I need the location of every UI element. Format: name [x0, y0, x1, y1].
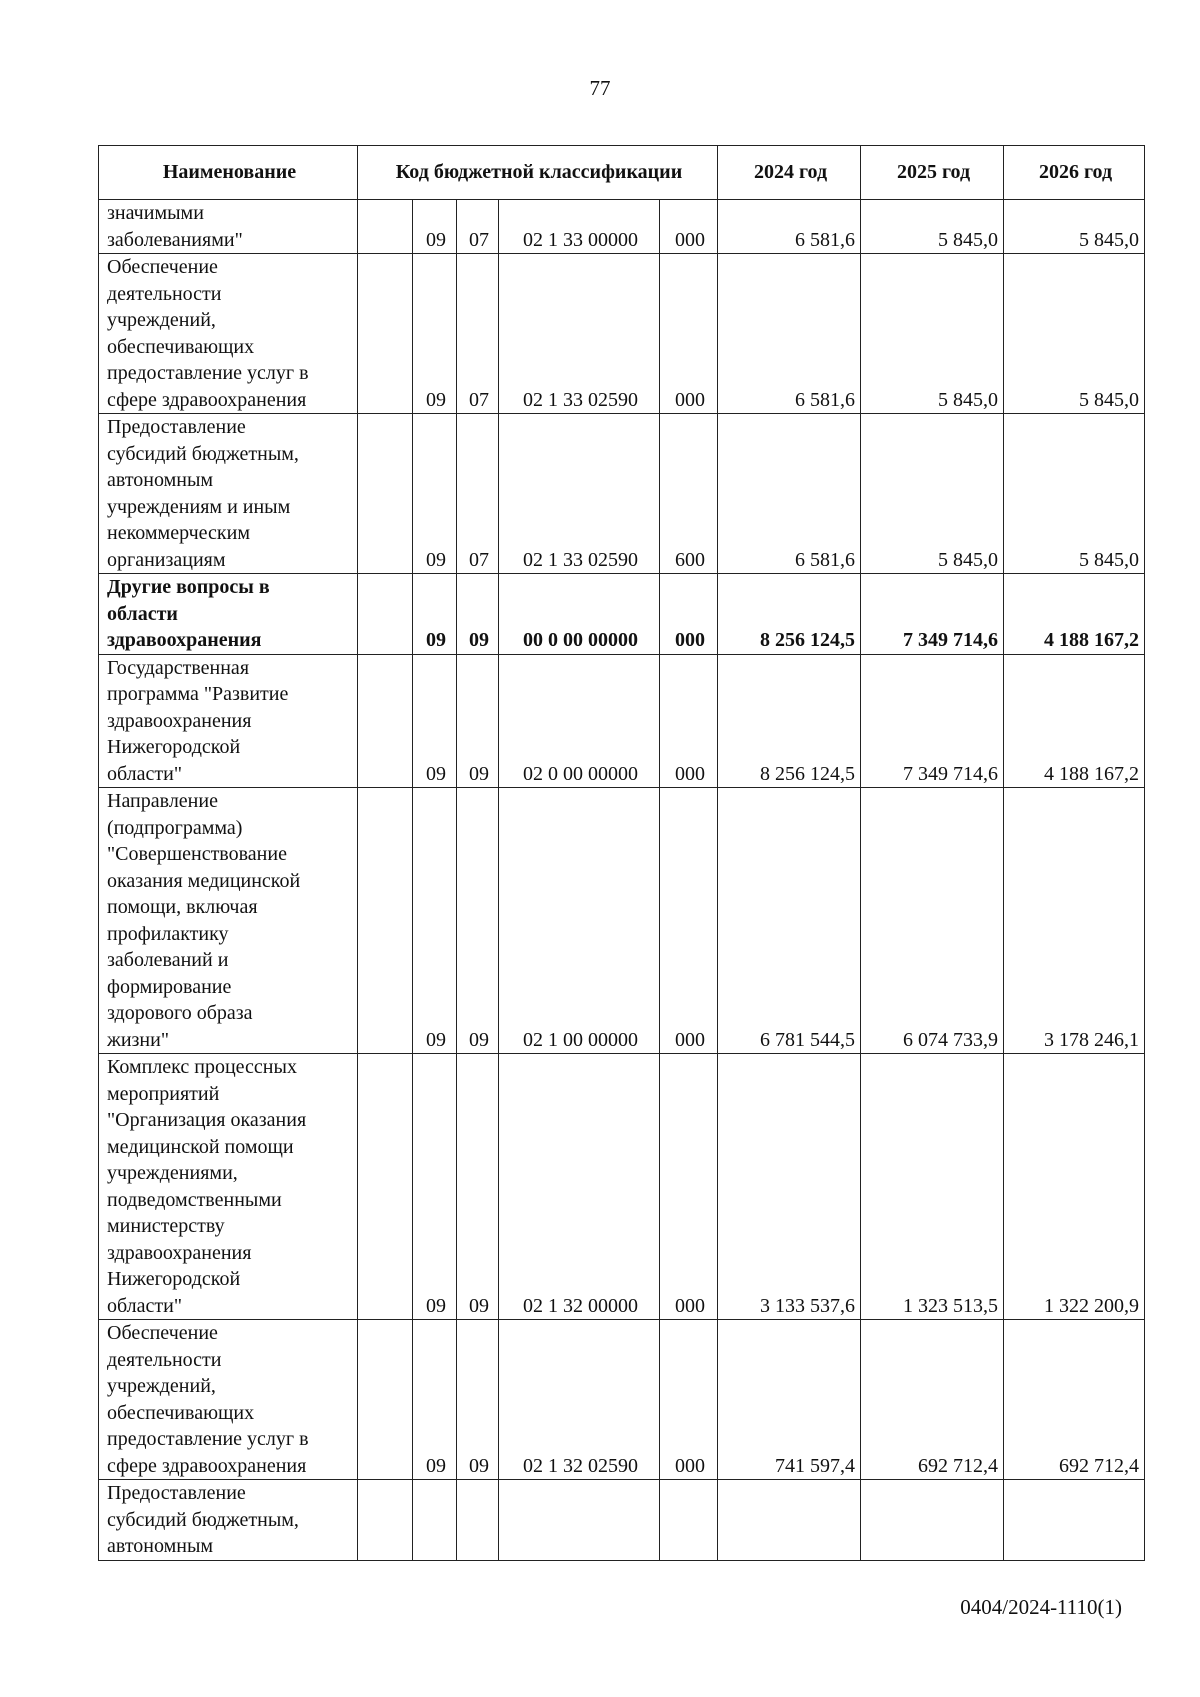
row-spacer: [358, 1480, 413, 1561]
header-name: Наименование: [99, 146, 358, 200]
row-code-expense-type: 000: [660, 200, 718, 254]
row-code-section: 09: [413, 574, 457, 655]
row-value-2026: 5 845,0: [1004, 200, 1145, 254]
table-row: [99, 654, 1145, 788]
row-value-2024: 6 581,6: [718, 414, 861, 574]
row-value-2025: 5 845,0: [861, 200, 1004, 254]
row-code-expense-type: 000: [660, 788, 718, 1054]
row-code-expense-type: 000: [660, 574, 718, 655]
row-spacer: [358, 1320, 413, 1480]
row-value-2026: 1 322 200,9: [1004, 1054, 1145, 1320]
row-code-target: 02 1 33 02590: [499, 414, 660, 574]
row-value-2024: 8 256 124,5: [718, 574, 861, 655]
table-row: [99, 1320, 1145, 1480]
page-number: 77: [589, 76, 611, 100]
row-code-subsection: 07: [457, 414, 499, 574]
row-code-section: 09: [413, 1054, 457, 1320]
row-code-section: 09: [413, 654, 457, 788]
row-name: Направление (подпрограмма) "Совершенствование оказания медицинской помощи, включая профилактику заболеваний и формирование здорового образа жизни": [99, 788, 358, 1054]
row-code-expense-type: [660, 1480, 718, 1561]
row-value-2024: 6 581,6: [718, 200, 861, 254]
row-code-section: 09: [413, 200, 457, 254]
row-value-2026: 692 712,4: [1004, 1320, 1145, 1480]
row-code-section: 09: [413, 414, 457, 574]
header-2025: 2025 год: [861, 146, 1004, 200]
document-code: 0404/2024-1110(1): [960, 1595, 1122, 1619]
row-code-expense-type: 000: [660, 654, 718, 788]
table-row: [99, 200, 1145, 254]
row-name: Обеспечение деятельности учреждений, обеспечивающих предоставление услуг в сфере здравоохранения: [99, 254, 358, 414]
row-value-2024: 741 597,4: [718, 1320, 861, 1480]
table-row: [99, 574, 1145, 655]
row-code-target: 02 0 00 00000: [499, 654, 660, 788]
row-code-expense-type: 000: [660, 254, 718, 414]
row-value-2026: 5 845,0: [1004, 414, 1145, 574]
row-value-2025: 692 712,4: [861, 1320, 1004, 1480]
row-spacer: [358, 1054, 413, 1320]
budget-table: [98, 145, 1145, 1561]
row-spacer: [358, 414, 413, 574]
row-spacer: [358, 654, 413, 788]
row-name: Обеспечение деятельности учреждений, обеспечивающих предоставление услуг в сфере здравоохранения: [99, 1320, 358, 1480]
table-row: [99, 254, 1145, 414]
row-value-2024: 3 133 537,6: [718, 1054, 861, 1320]
row-value-2025: [861, 1480, 1004, 1561]
row-value-2026: 5 845,0: [1004, 254, 1145, 414]
row-value-2025: 6 074 733,9: [861, 788, 1004, 1054]
header-code: Код бюджетной классификации: [358, 146, 718, 200]
row-value-2026: [1004, 1480, 1145, 1561]
row-value-2024: 6 781 544,5: [718, 788, 861, 1054]
table-header: [99, 146, 1145, 200]
row-value-2025: 7 349 714,6: [861, 574, 1004, 655]
row-spacer: [358, 254, 413, 414]
row-code-target: 02 1 32 02590: [499, 1320, 660, 1480]
row-spacer: [358, 200, 413, 254]
row-value-2025: 5 845,0: [861, 414, 1004, 574]
row-value-2025: 1 323 513,5: [861, 1054, 1004, 1320]
table-row: [99, 414, 1145, 574]
row-code-section: 09: [413, 1320, 457, 1480]
row-code-target: [499, 1480, 660, 1561]
row-name: Предоставление субсидий бюджетным, автономным: [99, 1480, 358, 1561]
row-code-section: [413, 1480, 457, 1561]
row-name: Комплекс процессных мероприятий "Организация оказания медицинской помощи учреждениями, подведомственными министерству здравоохранения Нижегородской области": [99, 1054, 358, 1320]
row-value-2026: 4 188 167,2: [1004, 574, 1145, 655]
row-value-2024: 8 256 124,5: [718, 654, 861, 788]
row-name: Предоставление субсидий бюджетным, автономным учреждениям и иным некоммерческим организациям: [99, 414, 358, 574]
row-code-target: 02 1 33 02590: [499, 254, 660, 414]
row-code-subsection: 07: [457, 254, 499, 414]
row-value-2024: [718, 1480, 861, 1561]
row-code-subsection: 09: [457, 1320, 499, 1480]
row-code-target: 00 0 00 00000: [499, 574, 660, 655]
row-value-2026: 3 178 246,1: [1004, 788, 1145, 1054]
table-row: [99, 1054, 1145, 1320]
row-name: значимыми заболеваниями": [99, 200, 358, 254]
row-code-expense-type: 600: [660, 414, 718, 574]
row-code-subsection: 09: [457, 1054, 499, 1320]
row-value-2025: 5 845,0: [861, 254, 1004, 414]
row-value-2024: 6 581,6: [718, 254, 861, 414]
row-code-subsection: 07: [457, 200, 499, 254]
row-code-subsection: 09: [457, 654, 499, 788]
header-2024: 2024 год: [718, 146, 861, 200]
row-code-target: 02 1 32 00000: [499, 1054, 660, 1320]
row-code-section: 09: [413, 254, 457, 414]
row-code-target: 02 1 33 00000: [499, 200, 660, 254]
table-row: [99, 788, 1145, 1054]
table-body: [99, 200, 1145, 1561]
row-code-subsection: [457, 1480, 499, 1561]
row-code-subsection: 09: [457, 574, 499, 655]
row-code-expense-type: 000: [660, 1054, 718, 1320]
header-2026: 2026 год: [1004, 146, 1145, 200]
table-row: [99, 1480, 1145, 1561]
row-name: Государственная программа "Развитие здравоохранения Нижегородской области": [99, 654, 358, 788]
row-code-section: 09: [413, 788, 457, 1054]
row-code-target: 02 1 00 00000: [499, 788, 660, 1054]
row-name: Другие вопросы в области здравоохранения: [99, 574, 358, 655]
row-value-2025: 7 349 714,6: [861, 654, 1004, 788]
row-value-2026: 4 188 167,2: [1004, 654, 1145, 788]
row-spacer: [358, 788, 413, 1054]
row-code-subsection: 09: [457, 788, 499, 1054]
row-code-expense-type: 000: [660, 1320, 718, 1480]
row-spacer: [358, 574, 413, 655]
